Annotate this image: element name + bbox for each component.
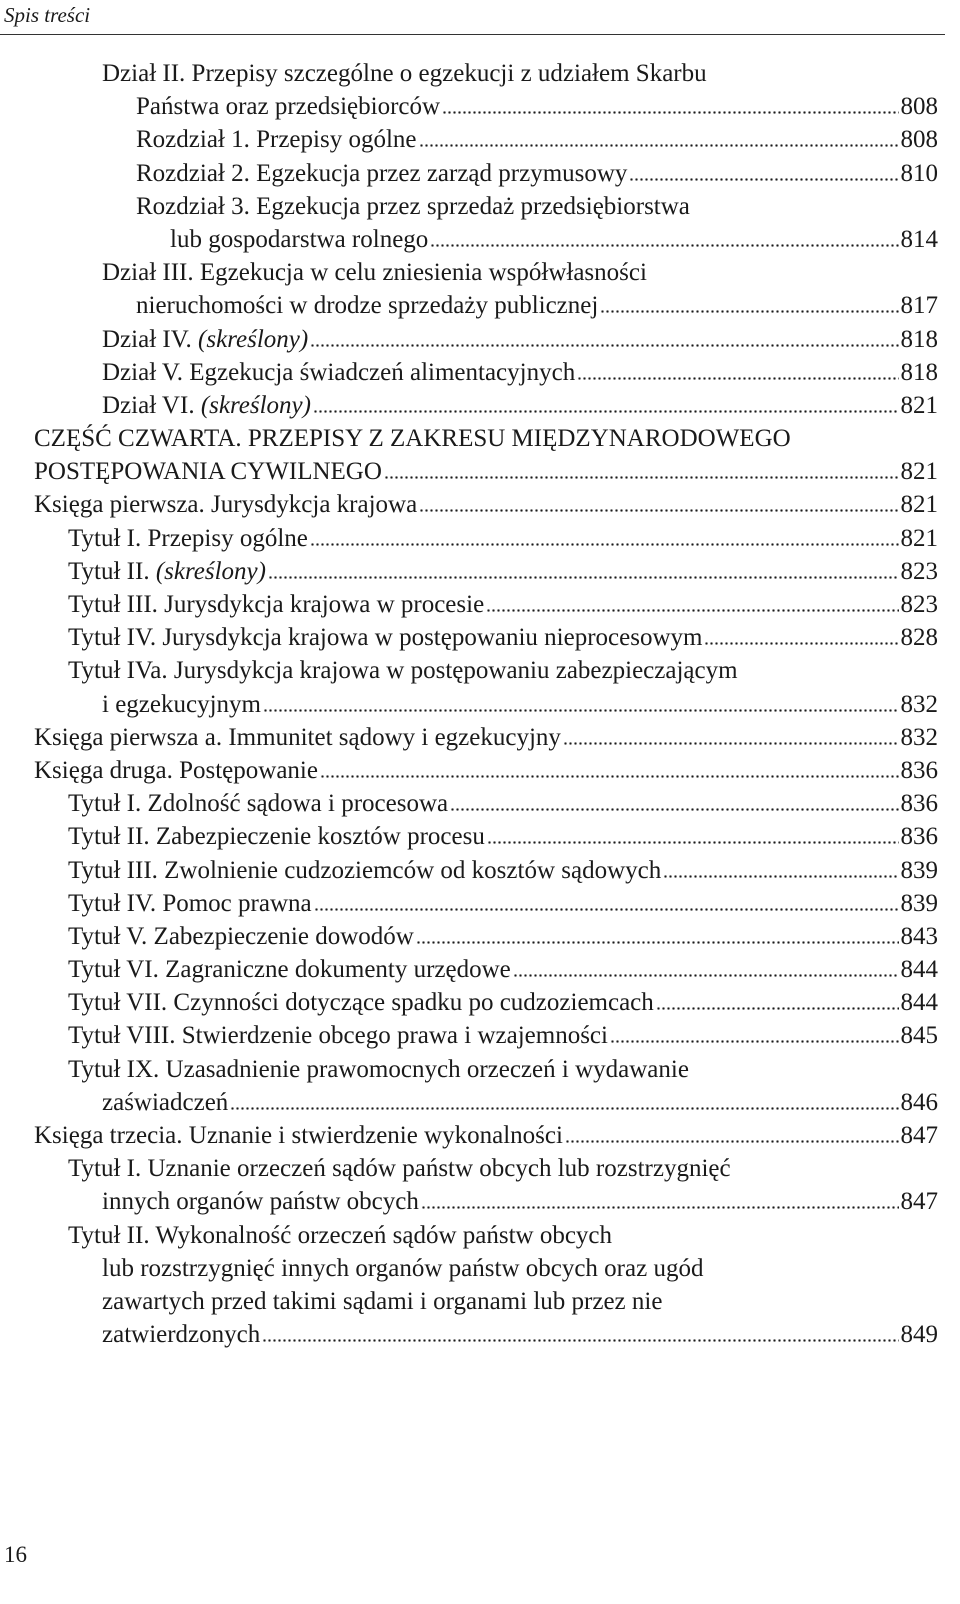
toc-entry <box>0 1086 938 1119</box>
toc-entry-page: 818 <box>900 358 938 386</box>
toc-entry-title <box>68 820 485 853</box>
toc-entry-text: Dział IV. <box>102 325 199 353</box>
toc-entry <box>0 555 938 588</box>
dot-leader <box>610 1040 899 1043</box>
toc-entry-title <box>102 1318 260 1351</box>
toc-entry-page: 839 <box>900 856 938 884</box>
toc-entry-text: zatwierdzonych <box>102 1321 261 1349</box>
dot-leader <box>384 476 899 479</box>
toc-entry-title <box>136 289 598 322</box>
toc-entry <box>0 389 938 422</box>
toc-entry-text: zaświadczeń <box>102 1088 229 1116</box>
toc-entry-page: 821 <box>900 458 938 486</box>
toc-entry <box>0 289 938 322</box>
toc-entry-page: 836 <box>900 823 938 851</box>
toc-entry <box>0 953 938 986</box>
toc-entry <box>0 256 938 289</box>
toc-entry-text: innych organów państw obcych <box>102 1188 419 1216</box>
toc-entry <box>0 787 938 820</box>
toc-entry-text: Tytuł IVa. Jurysdykcja krajowa w postępowaniu zabezpieczającym <box>68 657 738 685</box>
dot-leader <box>487 841 899 844</box>
toc-entry-text: Dział II. Przepisy szczególne o egzekucji z udziałem Skarbu <box>102 60 707 87</box>
toc-entry-title <box>102 60 707 87</box>
toc-entry-title <box>68 887 312 920</box>
toc-entry-text: Tytuł VI. Zagraniczne dokumenty urzędowe <box>68 956 511 984</box>
toc-entry-text: Rozdział 3. Egzekucja przez sprzedaż przedsiębiorstwa <box>136 192 690 220</box>
toc-entry-title <box>68 555 266 588</box>
toc-entry-page: 828 <box>900 624 938 652</box>
toc-entry-text: Księga pierwsza a. Immunitet sądowy i egzekucyjny <box>34 723 561 751</box>
toc-entry <box>0 488 938 521</box>
dot-leader <box>577 377 898 380</box>
toc-entry-page: 818 <box>900 325 938 353</box>
dot-leader <box>430 244 898 247</box>
toc-entry <box>0 223 938 256</box>
toc-entry-page: 823 <box>900 591 938 618</box>
toc-entry <box>0 688 938 721</box>
dot-leader <box>268 576 899 579</box>
toc-entry <box>0 1185 938 1218</box>
toc-entry <box>0 157 938 190</box>
toc-entry <box>0 986 938 1019</box>
toc-entry-text: Dział V. Egzekucja świadczeń alimentacyjnych <box>102 358 576 386</box>
toc-entry <box>0 1318 938 1351</box>
toc-entry-text: POSTĘPOWANIA CYWILNEGO <box>34 458 382 486</box>
toc-entry-title <box>102 1185 419 1218</box>
toc-entry-title <box>102 1255 703 1282</box>
toc-entry-text: Tytuł III. Jurysdykcja krajowa w procesie <box>68 591 485 618</box>
toc-entry-page: 817 <box>900 292 938 320</box>
toc-entry-text: Rozdział 2. Egzekucja przez zarząd przymusowy <box>136 159 628 187</box>
toc-entry-text: zawartych przed takimi sądami i organami lub przez nie <box>102 1287 663 1315</box>
toc-entry-text: i egzekucyjnym <box>102 690 261 718</box>
toc-entry-title <box>136 90 440 123</box>
toc-entry-italic-note: (skreślony) <box>198 325 309 353</box>
toc-entry <box>0 1152 938 1185</box>
toc-entry-page: 844 <box>900 956 938 984</box>
toc-entry-title <box>68 920 414 953</box>
toc-entry <box>0 57 938 90</box>
dot-leader <box>656 1007 899 1010</box>
toc-entry-title <box>68 1155 731 1182</box>
toc-entry <box>0 854 938 887</box>
dot-leader <box>629 178 898 181</box>
dot-leader <box>320 775 899 778</box>
toc-entry <box>0 887 938 920</box>
dot-leader <box>663 875 898 878</box>
toc-entry <box>0 323 938 356</box>
toc-entry-page: 823 <box>900 557 938 585</box>
toc-entry <box>0 621 938 654</box>
toc-entry-page: 810 <box>900 159 938 187</box>
table-of-contents <box>0 57 960 1351</box>
toc-entry-title <box>102 323 308 356</box>
toc-entry <box>0 920 938 953</box>
toc-entry-italic-note: (skreślony) <box>200 391 311 419</box>
dot-leader <box>230 1107 898 1110</box>
toc-entry <box>0 522 938 555</box>
toc-entry-title <box>68 657 738 684</box>
toc-entry <box>0 1252 938 1285</box>
toc-entry-page: 847 <box>900 1122 938 1149</box>
toc-entry-text: Tytuł V. Zabezpieczenie dowodów <box>68 922 414 950</box>
dot-leader <box>563 742 899 745</box>
toc-entry <box>0 1285 938 1318</box>
toc-entry-text: Tytuł I. Zdolność sądowa i procesowa <box>68 790 449 818</box>
toc-entry-title <box>34 1119 563 1152</box>
toc-entry-title <box>102 389 311 422</box>
toc-entry-page: 832 <box>900 690 938 718</box>
dot-leader <box>704 642 898 645</box>
dot-leader <box>419 144 899 147</box>
toc-entry <box>0 1219 938 1252</box>
toc-entry-title <box>68 621 702 654</box>
toc-entry-italic-note: (skreślony) <box>155 557 266 585</box>
toc-entry-page: 839 <box>900 889 938 917</box>
toc-entry-title <box>102 356 575 389</box>
toc-entry-title <box>34 754 318 787</box>
toc-entry-page: 821 <box>900 524 938 552</box>
dot-leader <box>565 1140 899 1143</box>
toc-entry-text: Tytuł I. Uznanie orzeczeń sądów państw obcych lub rozstrzygnięć <box>68 1155 731 1183</box>
toc-entry <box>0 1053 938 1086</box>
toc-entry-page: 845 <box>900 1022 938 1050</box>
dot-leader <box>600 310 898 313</box>
toc-entry-title <box>68 854 661 887</box>
toc-entry-text: Tytuł II. <box>68 557 156 585</box>
dot-leader <box>416 941 899 944</box>
toc-entry-page: 849 <box>900 1321 938 1349</box>
toc-entry-text: Tytuł VIII. Stwierdzenie obcego prawa i wzajemności <box>68 1022 608 1050</box>
toc-entry-title <box>68 1222 612 1249</box>
toc-entry-title <box>102 259 647 286</box>
toc-entry-page: 814 <box>900 225 938 253</box>
dot-leader <box>513 974 899 977</box>
dot-leader <box>450 808 898 811</box>
toc-entry-text: Tytuł III. Zwolnienie cudzoziemców od kosztów sądowych <box>68 856 662 884</box>
toc-entry-title <box>102 1288 662 1315</box>
toc-entry-title <box>136 123 417 156</box>
toc-entry-title <box>68 1019 608 1052</box>
toc-entry-text: Tytuł IV. Pomoc prawna <box>68 889 312 917</box>
running-header: Spis treści <box>4 3 91 27</box>
toc-entry <box>0 721 938 754</box>
dot-leader <box>419 509 898 512</box>
dot-leader <box>310 344 898 347</box>
toc-entry-text: lub gospodarstwa rolnego <box>170 225 429 253</box>
toc-entry <box>0 90 938 123</box>
toc-entry-title <box>68 953 511 986</box>
toc-entry <box>0 455 938 488</box>
dot-leader <box>262 1339 898 1342</box>
toc-entry-title <box>68 986 654 1019</box>
toc-entry-text: Księga druga. Postępowanie <box>34 756 318 784</box>
toc-entry-page: 844 <box>900 989 938 1017</box>
toc-entry-page: 832 <box>900 723 938 751</box>
toc-entry-text: Księga pierwsza. Jurysdykcja krajowa <box>34 491 418 519</box>
toc-entry <box>0 356 938 389</box>
toc-entry-title <box>68 787 448 820</box>
toc-entry <box>0 190 938 223</box>
toc-entry <box>0 654 938 687</box>
toc-entry-title <box>136 193 690 220</box>
toc-entry <box>0 1019 938 1052</box>
toc-entry-title <box>136 157 627 190</box>
dot-leader <box>313 410 899 413</box>
toc-entry-text: Tytuł IV. Jurysdykcja krajowa w postępowaniu nieprocesowym <box>68 624 703 652</box>
toc-entry <box>0 754 938 787</box>
toc-entry-text: Księga trzecia. Uznanie i stwierdzenie wykonalności <box>34 1122 563 1149</box>
toc-entry-page: 808 <box>900 126 938 154</box>
toc-entry-text: Tytuł II. Zabezpieczenie kosztów procesu <box>68 823 485 851</box>
toc-entry-page: 821 <box>900 491 938 519</box>
toc-entry-title <box>34 425 791 452</box>
dot-leader <box>421 1206 899 1209</box>
toc-entry-title <box>34 721 561 754</box>
toc-entry-page: 846 <box>900 1088 938 1116</box>
dot-leader <box>314 908 899 911</box>
toc-entry-text: Tytuł I. Przepisy ogólne <box>68 524 308 552</box>
toc-entry-title <box>34 488 417 521</box>
toc-entry <box>0 1119 938 1152</box>
toc-entry-text: Tytuł VII. Czynności dotyczące spadku po cudzoziemcach <box>68 989 654 1017</box>
toc-entry-text: Rozdział 1. Przepisy ogólne <box>136 126 417 154</box>
toc-entry <box>0 123 938 156</box>
toc-entry-title <box>102 1086 228 1119</box>
dot-leader <box>486 609 898 612</box>
toc-entry-text: Państwa oraz przedsiębiorców <box>136 93 441 121</box>
toc-entry-page: 808 <box>900 93 938 121</box>
header-rule <box>0 34 945 35</box>
toc-entry-page: 843 <box>900 922 938 950</box>
toc-entry <box>0 588 938 621</box>
toc-entry-title <box>68 588 484 621</box>
toc-entry-text: Tytuł IX. Uzasadnienie prawomocnych orzeczeń i wydawanie <box>68 1055 689 1083</box>
toc-entry-text: Dział VI. <box>102 391 201 419</box>
toc-entry-page: 821 <box>900 391 938 419</box>
toc-entry-text: Tytuł II. Wykonalność orzeczeń sądów państw obcych <box>68 1221 613 1249</box>
dot-leader <box>442 111 898 114</box>
toc-entry-text: Dział III. Egzekucja w celu zniesienia współwłasności <box>102 259 647 287</box>
toc-entry <box>0 422 938 455</box>
toc-entry-text: CZĘŚĆ CZWARTA. PRZEPISY Z ZAKRESU MIĘDZYNARODOWEGO <box>34 425 791 453</box>
page-number: 16 <box>4 1542 27 1567</box>
toc-entry-title <box>34 455 382 488</box>
toc-entry-page: 836 <box>900 790 938 818</box>
toc-entry-title <box>170 223 428 256</box>
dot-leader <box>310 543 899 546</box>
dot-leader <box>263 709 899 712</box>
toc-entry-page: 847 <box>900 1188 938 1216</box>
toc-entry-text: lub rozstrzygnięć innych organów państw obcych oraz ugód <box>102 1254 704 1282</box>
toc-entry-title <box>102 688 261 721</box>
toc-entry-text: nieruchomości w drodze sprzedaży publicznej <box>136 292 599 320</box>
toc-entry-title <box>68 1056 689 1083</box>
toc-entry <box>0 820 938 853</box>
toc-entry-title <box>68 522 308 555</box>
toc-entry-page: 836 <box>900 756 938 784</box>
